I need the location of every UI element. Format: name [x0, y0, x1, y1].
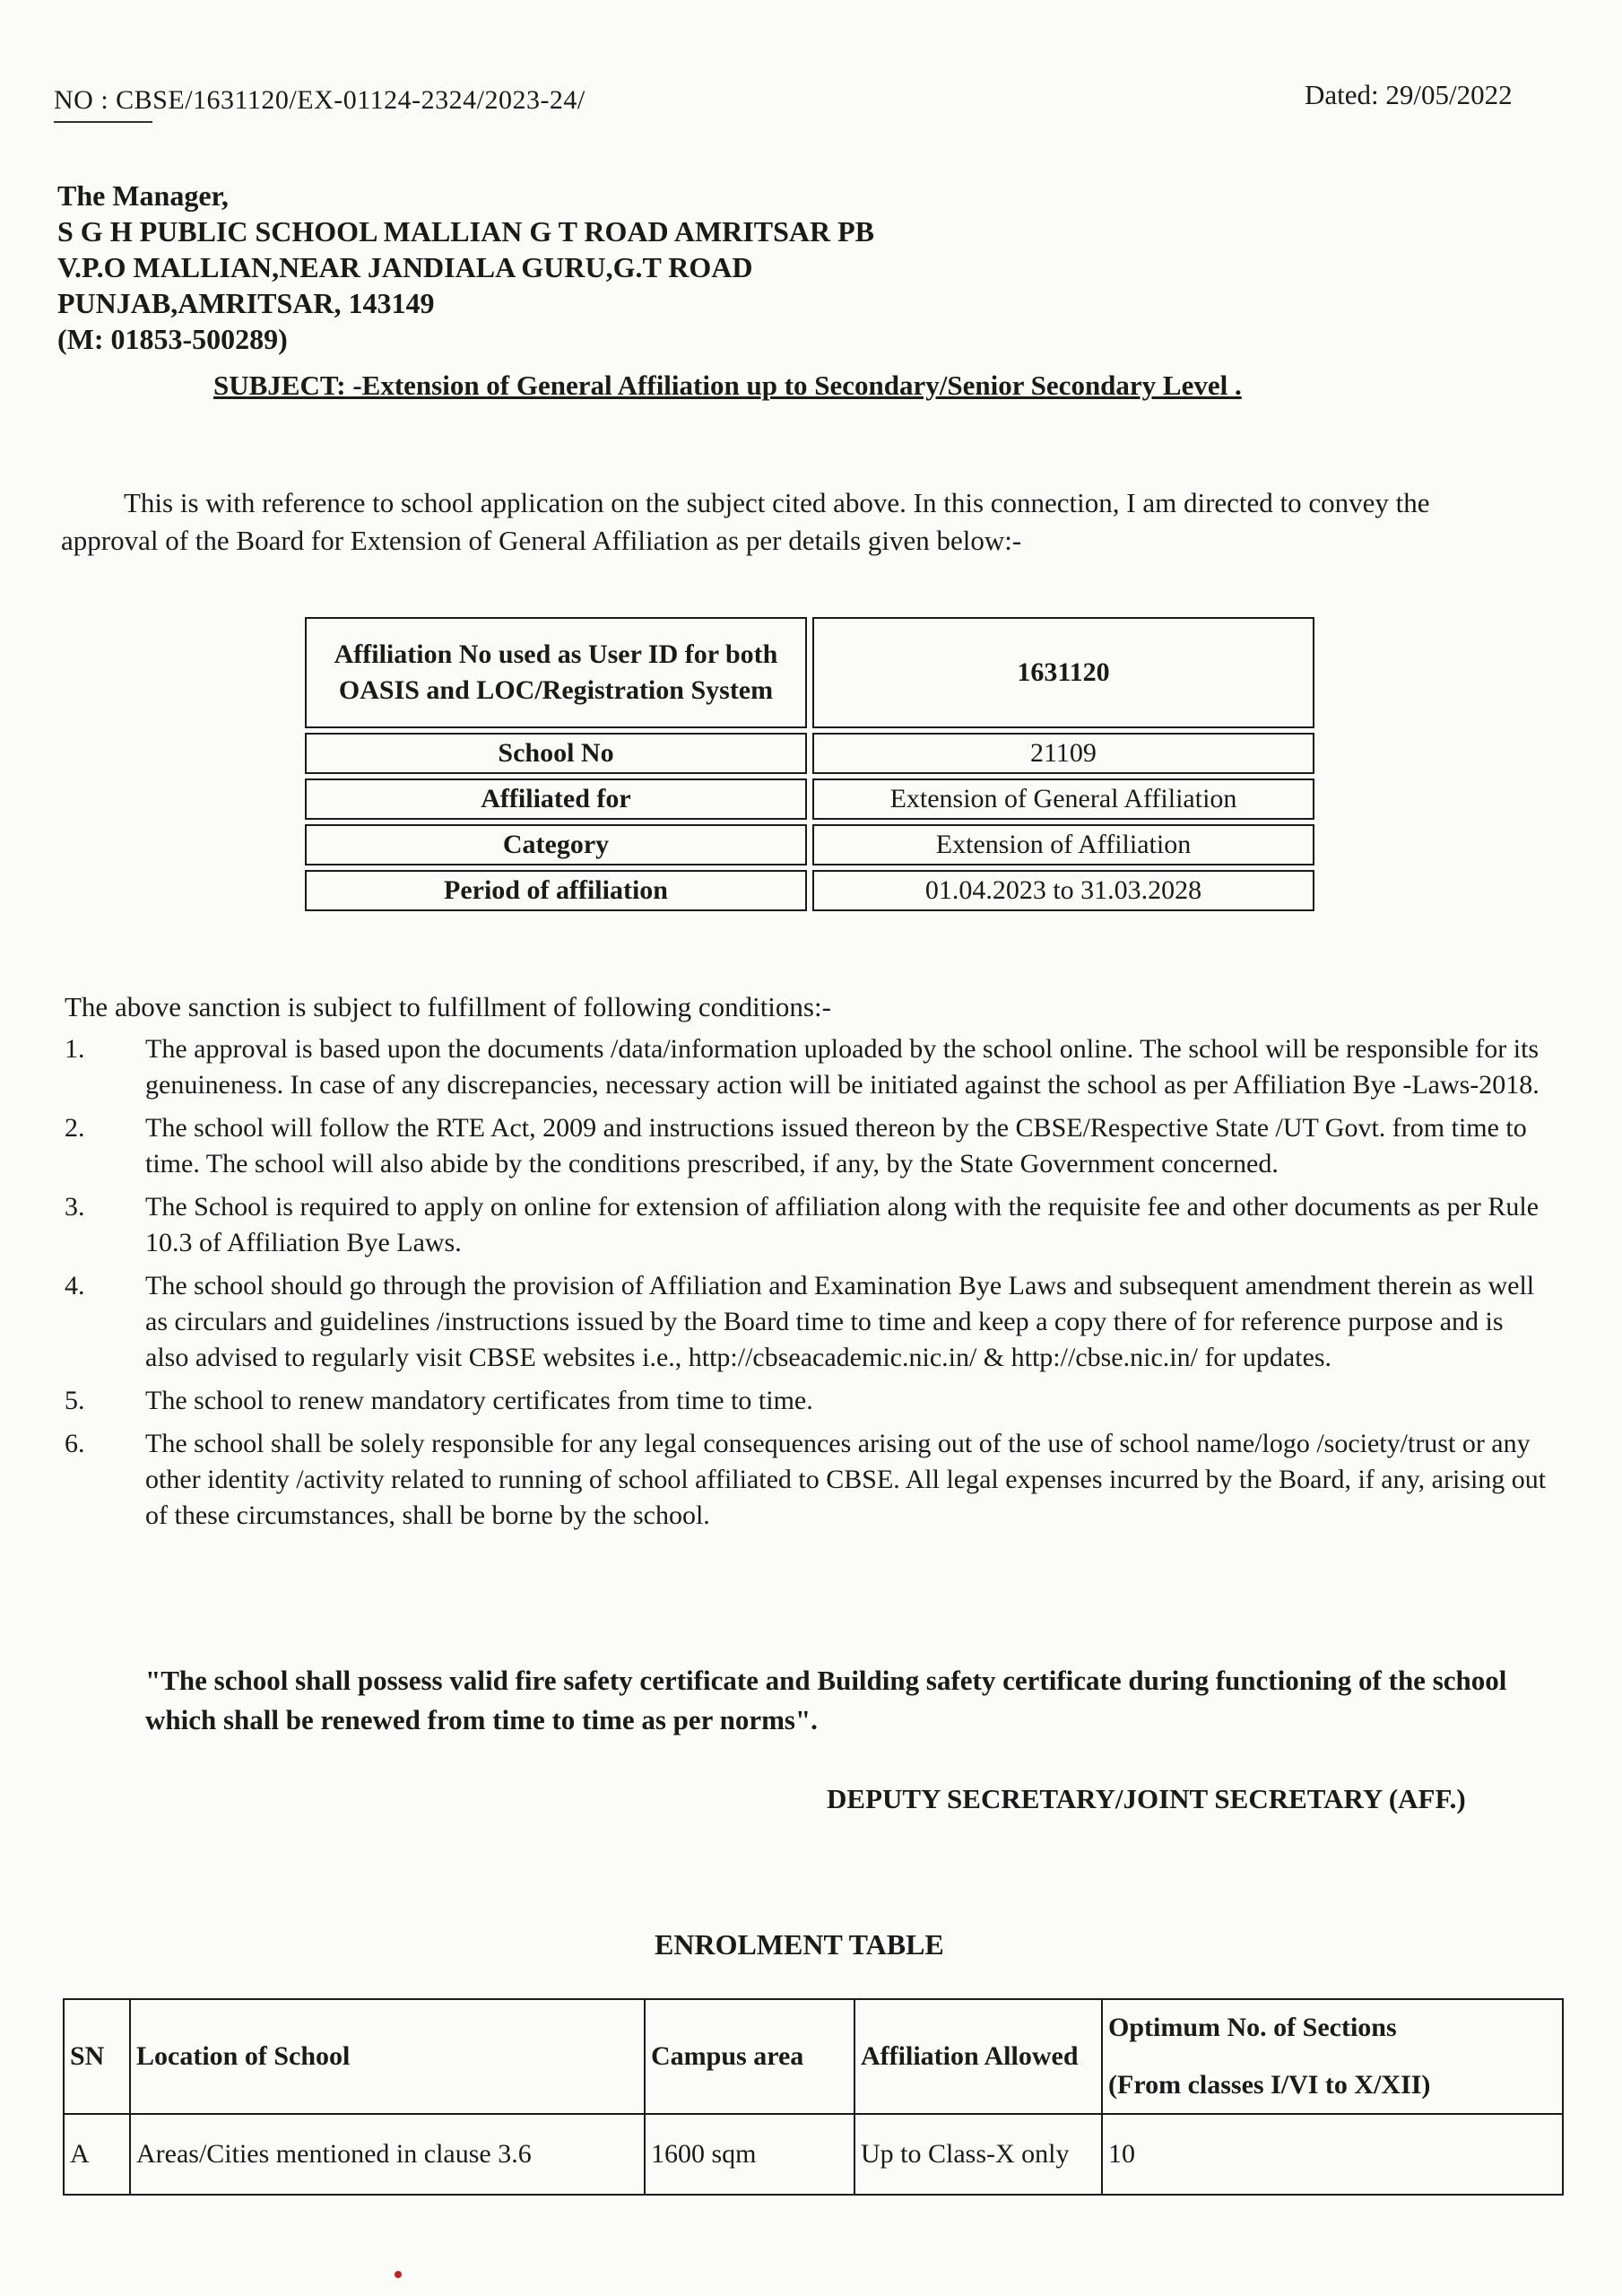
period-label: Period of affiliation [305, 870, 807, 911]
table-row [305, 733, 1314, 774]
school-no-value: 21109 [812, 733, 1314, 774]
table-row [305, 870, 1314, 911]
condition-text: The school should go through the provision of Affiliation and Examination Bye Laws and subsequent amendment therein as well as circulars and guidelines /instructions issued by the Board time to time and keep a copy there of for reference purpose and is also advised to regularly visit CBSE websites i.e., http://cbseacademic.nic.in/ & http://cbse.nic.in/ for updates. [145, 1271, 1535, 1372]
conditions-list [65, 1031, 1553, 1541]
letter-date: Dated: 29/05/2022 [1305, 79, 1513, 110]
cell-allowed: Up to Class-X only [854, 2114, 1102, 2195]
affiliation-no-value: 1631120 [812, 617, 1314, 728]
list-item [65, 1383, 1553, 1419]
condition-number: 2. [65, 1113, 85, 1143]
condition-number: 3. [65, 1192, 85, 1222]
condition-number: 4. [65, 1271, 85, 1300]
signatory: DEPUTY SECRETARY/JOINT SECRETARY (AFF.) [827, 1783, 1466, 1814]
intro-paragraph: This is with reference to school application on the subject cited above. In this connection, I am directed to convey the approval of the Board for Extension of General Affiliation as per details given below:- [61, 487, 1430, 556]
subject-line: SUBJECT: -Extension of General Affiliation up to Secondary/Senior Secondary Level . [213, 370, 1242, 401]
category-value: Extension of Affiliation [812, 824, 1314, 865]
school-no-label: School No [305, 733, 807, 774]
list-item [65, 1031, 1553, 1103]
addressee-line-city: PUNJAB,AMRITSAR, 143149 [57, 287, 435, 319]
condition-text: The School is required to apply on online for extension of affiliation along with the requisite fee and other documents as per Rule 10.3 of Affiliation Bye Laws. [145, 1192, 1540, 1257]
ink-dot [395, 2271, 402, 2278]
conditions-intro: The above sanction is subject to fulfillment of following conditions:- [65, 991, 831, 1022]
affiliated-for-value: Extension of General Affiliation [812, 778, 1314, 820]
condition-text: The school to renew mandatory certificates from time to time. [145, 1386, 813, 1415]
affiliation-details-table [299, 613, 1320, 916]
table-row [305, 617, 1314, 728]
list-item [65, 1110, 1553, 1182]
column-header-allowed: Affiliation Allowed [854, 1999, 1102, 2114]
list-item [65, 1189, 1553, 1261]
column-header-location: Location of School [130, 1999, 645, 2114]
affiliation-no-label: Affiliation No used as User ID for both OASIS and LOC/Registration System [305, 617, 807, 728]
cell-campus: 1600 sqm [645, 2114, 854, 2195]
condition-number: 6. [65, 1429, 85, 1458]
fire-safety-note: "The school shall possess valid fire safety certificate and Building safety certificate during functioning of the school which shall be renewed from time to time as per norms". [145, 1665, 1507, 1735]
addressee-block [57, 178, 874, 357]
column-header-sections [1102, 1999, 1563, 2114]
cell-sn: A [64, 2114, 130, 2195]
reference-underline [54, 121, 152, 123]
column-header-campus: Campus area [645, 1999, 854, 2114]
reference-number: NO : CBSE/1631120/EX-01124-2324/2023-24/ [54, 85, 585, 115]
addressee-line-manager: The Manager, [57, 179, 229, 212]
condition-number: 1. [65, 1034, 85, 1064]
period-value: 01.04.2023 to 31.03.2028 [812, 870, 1314, 911]
sections-header-line1: Optimum No. of Sections [1108, 2013, 1397, 2042]
sections-header-line2: (From classes I/VI to X/XII) [1108, 2070, 1431, 2100]
list-item [65, 1268, 1553, 1376]
list-item [65, 1426, 1553, 1534]
condition-text: The school shall be solely responsible for any legal consequences arising out of the use of school name/logo /society/trust or any other identity /activity related to running of school affiliated to CBSE. All legal expenses incurred by the Board, if any, arising out of these circumstances, shall be borne by the school. [145, 1429, 1547, 1530]
addressee-line-phone: (M: 01853-500289) [57, 323, 288, 355]
condition-text: The school will follow the RTE Act, 2009 and instructions issued thereon by the CBSE/Respective State /UT Govt. from time to time. The school will also abide by the conditions prescribed, if any, by the State Government concerned. [145, 1113, 1527, 1178]
cell-location: Areas/Cities mentioned in clause 3.6 [130, 2114, 645, 2195]
column-header-sn: SN [64, 1999, 130, 2114]
enrolment-table [63, 1998, 1564, 2196]
affiliated-for-label: Affiliated for [305, 778, 807, 820]
table-row [305, 778, 1314, 820]
table-header-row [64, 1999, 1563, 2114]
cell-sections: 10 [1102, 2114, 1563, 2195]
enrolment-table-title: ENROLMENT TABLE [655, 1928, 944, 1961]
table-row [305, 824, 1314, 865]
category-label: Category [305, 824, 807, 865]
addressee-line-address: V.P.O MALLIAN,NEAR JANDIALA GURU,G.T ROAD [57, 251, 753, 283]
addressee-line-school: S G H PUBLIC SCHOOL MALLIAN G T ROAD AMRITSAR PB [57, 215, 874, 248]
condition-number: 5. [65, 1386, 85, 1415]
condition-text: The approval is based upon the documents /data/information uploaded by the school online. The school will be responsible for its genuineness. In case of any discrepancies, necessary action will be initiated against the school as per Affiliation Bye -Laws-2018. [145, 1034, 1540, 1100]
table-row [64, 2114, 1563, 2195]
